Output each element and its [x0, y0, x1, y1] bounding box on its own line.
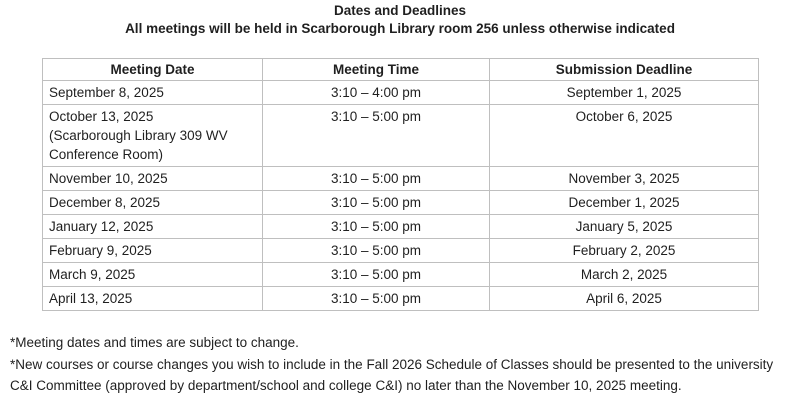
- meeting-time-cell: 3:10 – 5:00 pm: [263, 167, 490, 191]
- meeting-location-text: (Scarborough Library 309 WV Conference Room): [49, 128, 228, 162]
- col-header-meeting-time: Meeting Time: [263, 59, 490, 81]
- meeting-date-cell: [43, 215, 263, 239]
- meetings-table-header: [43, 59, 759, 81]
- meeting-date-cell: [43, 167, 263, 191]
- meeting-date-text: October 13, 2025: [49, 109, 154, 124]
- meeting-date-cell: [43, 81, 263, 105]
- meeting-date-text: March 9, 2025: [49, 267, 136, 282]
- table-row: [43, 287, 759, 311]
- table-row: [43, 191, 759, 215]
- table-row: [43, 167, 759, 191]
- title-block: [0, 0, 800, 38]
- submission-deadline-cell: November 3, 2025: [490, 167, 759, 191]
- note-new-courses: *New courses or course changes you wish to include in the Fall 2026 Schedule of Classes should be presented to the university C&I Committee (approved by department/school and college C&I) no later than the November 10, 2025 meeting.: [10, 356, 774, 393]
- submission-deadline-cell: February 2, 2025: [490, 239, 759, 263]
- table-row: [43, 239, 759, 263]
- page-subtitle: All meetings will be held in Scarborough Library room 256 unless otherwise indicated: [125, 21, 675, 36]
- meeting-time-cell: 3:10 – 5:00 pm: [263, 263, 490, 287]
- submission-deadline-cell: October 6, 2025: [490, 105, 759, 167]
- meeting-date-text: January 12, 2025: [49, 219, 154, 234]
- meeting-date-text: November 10, 2025: [49, 171, 168, 186]
- submission-deadline-cell: December 1, 2025: [490, 191, 759, 215]
- col-header-submission-deadline: Submission Deadline: [490, 59, 759, 81]
- submission-deadline-cell: March 2, 2025: [490, 263, 759, 287]
- meeting-date-text: February 9, 2025: [49, 243, 152, 258]
- table-row: [43, 81, 759, 105]
- header-row: [43, 59, 759, 81]
- col-header-meeting-date: Meeting Date: [43, 59, 263, 81]
- note-subject-to-change: *Meeting dates and times are subject to change.: [10, 335, 299, 350]
- table-row: [43, 105, 759, 167]
- table-row: [43, 263, 759, 287]
- meeting-time-cell: 3:10 – 5:00 pm: [263, 105, 490, 167]
- page-title: Dates and Deadlines: [333, 3, 467, 18]
- meeting-time-cell: 3:10 – 4:00 pm: [263, 81, 490, 105]
- submission-deadline-cell: September 1, 2025: [490, 81, 759, 105]
- meeting-date-text: December 8, 2025: [49, 195, 161, 210]
- meeting-time-cell: 3:10 – 5:00 pm: [263, 215, 490, 239]
- submission-deadline-cell: January 5, 2025: [490, 215, 759, 239]
- meeting-date-cell: [43, 239, 263, 263]
- meeting-date-cell: [43, 263, 263, 287]
- submission-deadline-cell: April 6, 2025: [490, 287, 759, 311]
- meeting-time-cell: 3:10 – 5:00 pm: [263, 287, 490, 311]
- meeting-date-cell: [43, 287, 263, 311]
- footnotes: [10, 332, 790, 397]
- meeting-time-cell: 3:10 – 5:00 pm: [263, 191, 490, 215]
- table-row: [43, 215, 759, 239]
- meetings-table: [42, 58, 759, 311]
- meetings-table-body: [43, 81, 759, 311]
- meeting-date-cell: [43, 191, 263, 215]
- meeting-date-cell: [43, 105, 263, 167]
- meeting-date-text: September 8, 2025: [49, 85, 164, 100]
- meeting-time-cell: 3:10 – 5:00 pm: [263, 239, 490, 263]
- meeting-date-text: April 13, 2025: [49, 291, 133, 306]
